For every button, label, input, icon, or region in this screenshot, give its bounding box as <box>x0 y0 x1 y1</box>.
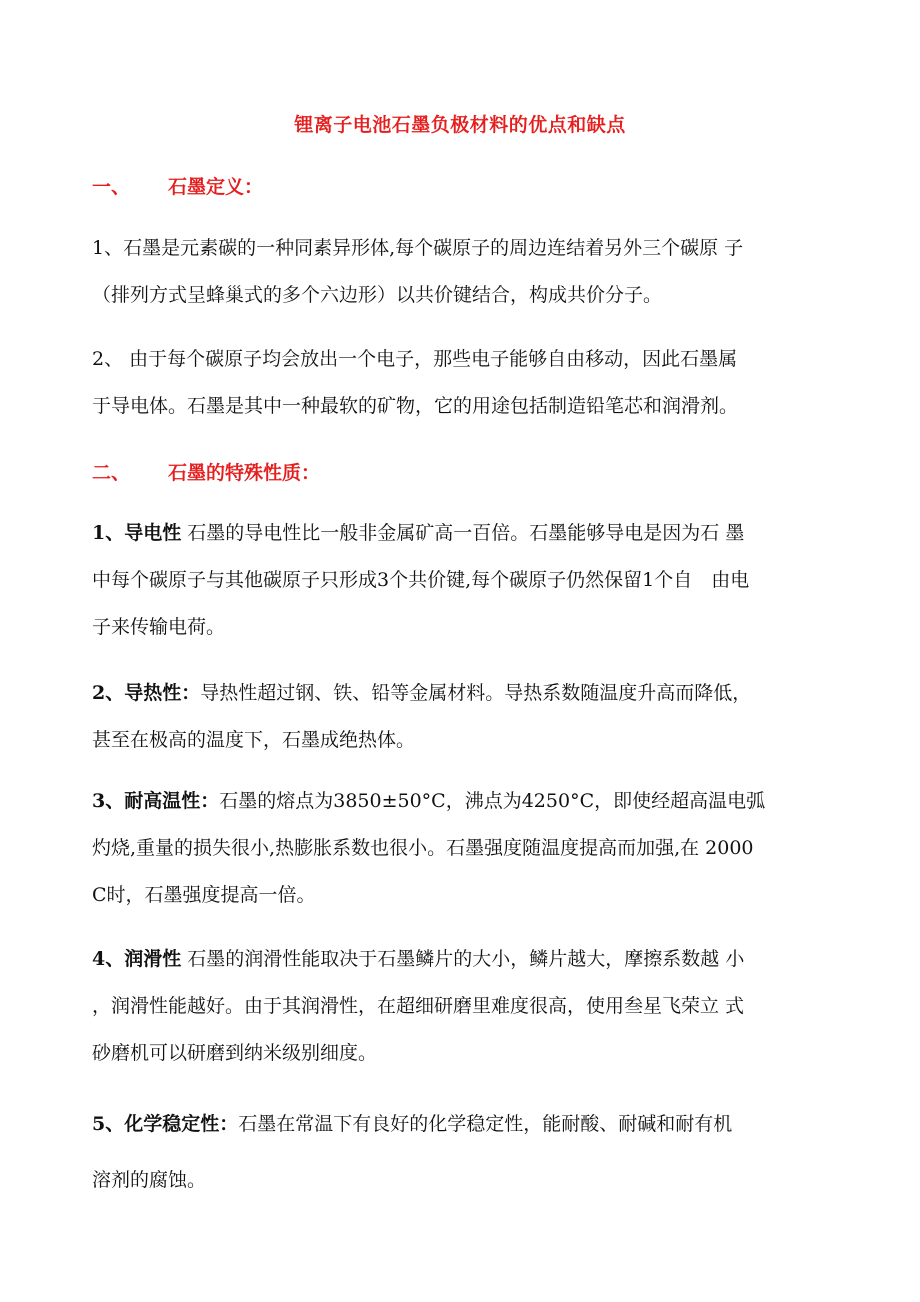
property-item-heat-resistance <box>92 778 842 919</box>
paragraph-line: 石墨的润滑性能取决于石墨鳞片的大小，鳞片越大，摩擦系数越 小 <box>181 948 745 970</box>
paragraph-line: 导热性超过钢、铁、铅等金属材料。导热系数随温度升高而降低， <box>200 682 752 704</box>
paragraph-line: 甚至在极高的温度下，石墨成绝热体。 <box>92 729 416 751</box>
section-1-heading <box>92 172 263 199</box>
property-label: 1、导电性 <box>92 522 182 544</box>
paragraph-line: 于导电体。石墨是其中一种最软的矿物，它的用途包括制造铅笔芯和润滑剂。 <box>92 395 739 417</box>
property-item-chemical-stability <box>92 1096 842 1208</box>
paragraph-line: C时，石墨强度提高一倍。 <box>92 884 316 906</box>
section-1-number: 一、 <box>92 176 131 198</box>
property-label: 5、化学稳定性： <box>92 1113 239 1135</box>
paragraph-line: 2、 由于每个碳原子均会放出一个电子，那些电子能够自由移动，因此石墨属 <box>92 348 738 370</box>
section-2-label: 石墨的特殊性质： <box>168 462 321 484</box>
section-2-number: 二、 <box>92 462 131 484</box>
definition-paragraph-2 <box>92 336 842 430</box>
paragraph-line: 1、石墨是元素碳的一种同素异形体,每个碳原子的周边连结着另外三个碳原 子 <box>92 237 744 259</box>
property-item-conductivity <box>92 510 842 651</box>
paragraph-line: ，润滑性能越好。由于其润滑性，在超细研磨里难度很高，使用叁星飞荣立 式 <box>92 995 745 1017</box>
property-item-lubricity <box>92 936 842 1077</box>
paragraph-line: 溶剂的腐蚀。 <box>92 1169 207 1191</box>
paragraph-line: 石墨在常温下有良好的化学稳定性，能耐酸、耐碱和耐有机 <box>238 1113 733 1135</box>
property-label: 3、耐高温性： <box>92 790 220 812</box>
definition-paragraph-1 <box>92 225 842 319</box>
section-1-label: 石墨定义： <box>168 176 264 198</box>
paragraph-line: 子来传输电荷。 <box>92 616 226 638</box>
property-label: 4、润滑性 <box>92 948 182 970</box>
property-item-thermal <box>92 670 842 764</box>
paragraph-line: 中每个碳原子与其他碳原子只形成3个共价键,每个碳原子仍然保留1个自 由电 <box>92 569 750 591</box>
paragraph-line: 灼烧,重量的损失很小,热膨胀系数也很小。石墨强度随温度提高而加强,在 2000 <box>92 837 754 859</box>
paragraph-line: （排列方式呈蜂巢式的多个六边形）以共价键结合，构成共价分子。 <box>92 284 663 306</box>
paragraph-line: 石墨的熔点为3850±50°C，沸点为4250°C，即使经超高温电弧 <box>219 790 766 812</box>
paragraph-line: 砂磨机可以研磨到纳米级别细度。 <box>92 1042 378 1064</box>
document-title: 锂离子电池石墨负极材料的优点和缺点 <box>294 114 626 136</box>
paragraph-line: 石墨的导电性比一般非金属矿高一百倍。石墨能够导电是因为石 墨 <box>181 522 745 544</box>
section-2-heading <box>92 458 320 485</box>
property-label: 2、导热性： <box>92 682 201 704</box>
